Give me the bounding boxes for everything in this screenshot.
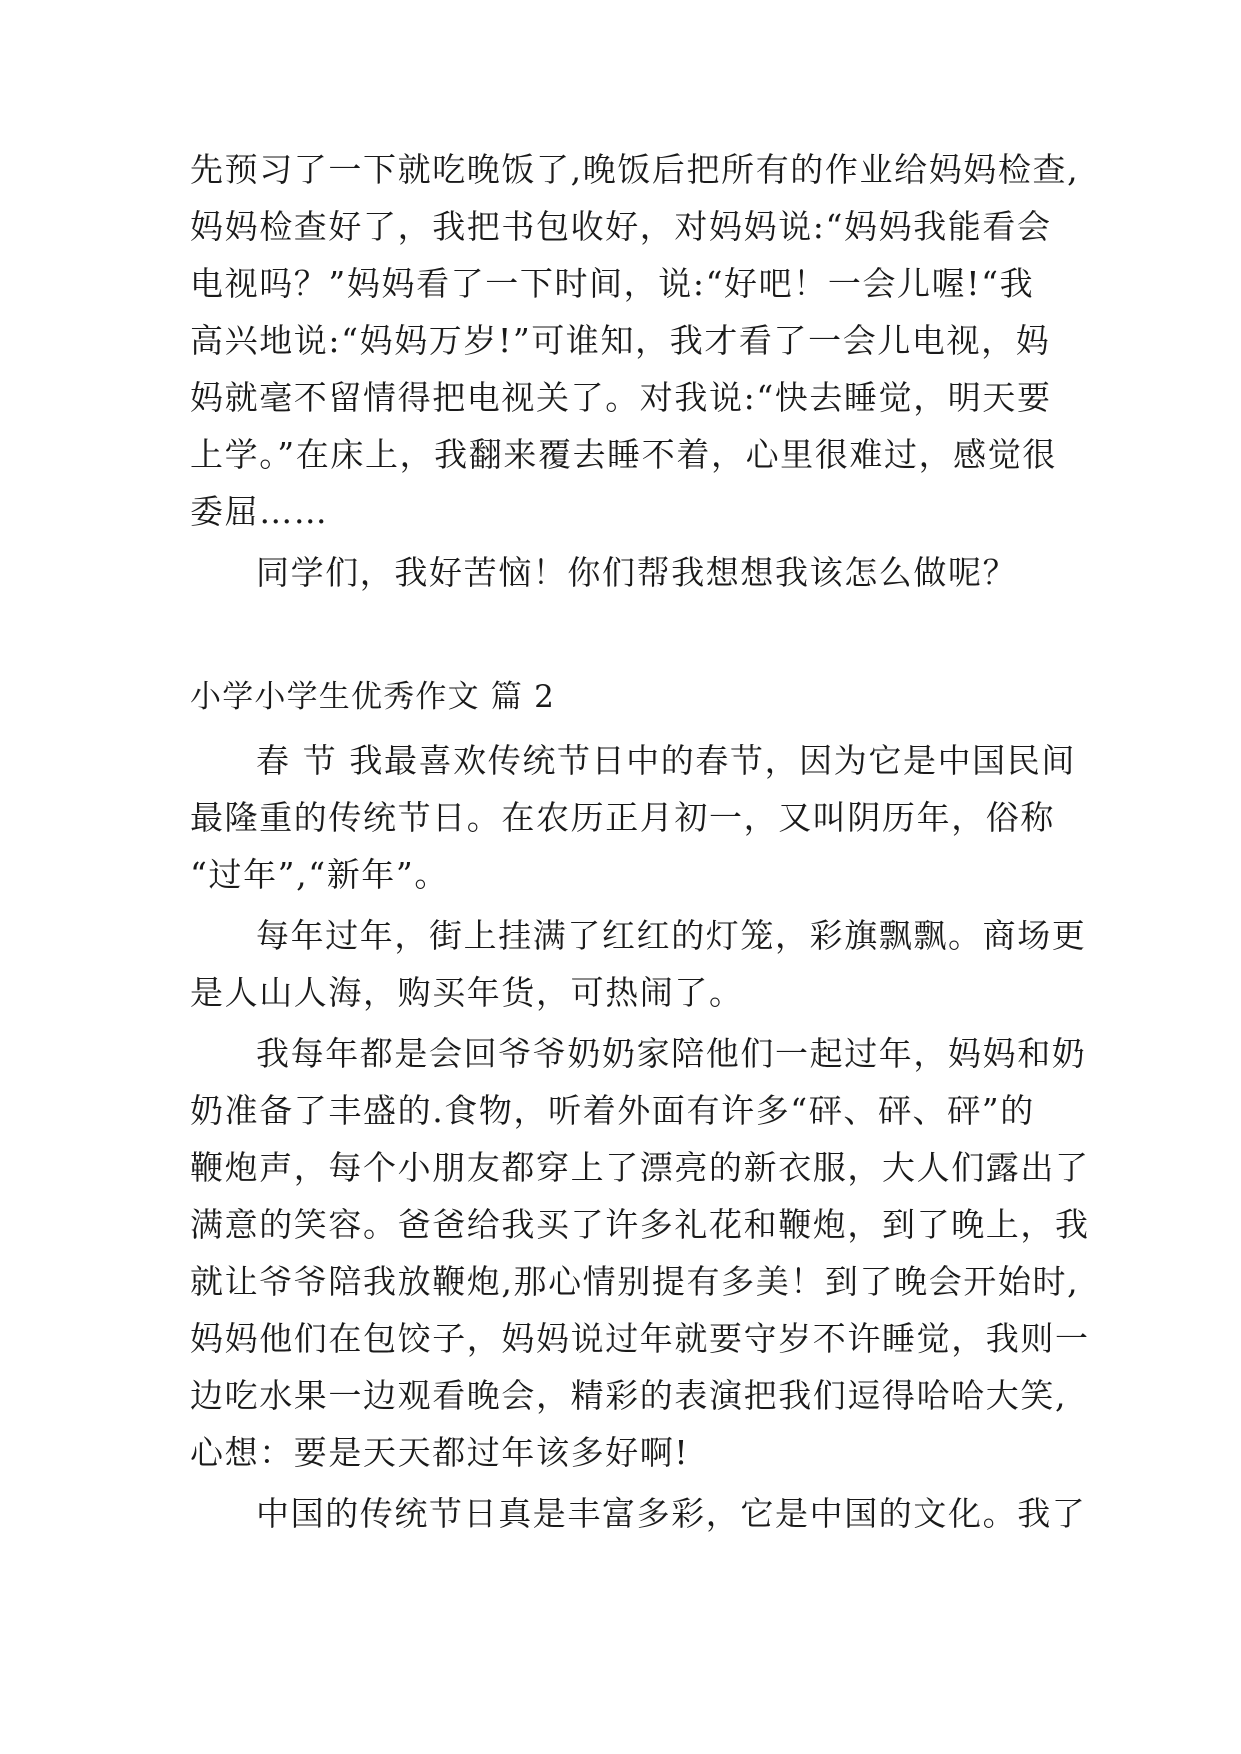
text-line: 最隆重的传统节日。在农历正月初一，又叫阴历年，俗称 bbox=[190, 798, 1055, 837]
text-line: 妈妈检查好了，我把书包收好，对妈妈说:“妈妈我能看会 bbox=[190, 207, 1052, 246]
text-line: 满意的笑容。爸爸给我买了许多礼花和鞭炮，到了晚上，我 bbox=[190, 1205, 1090, 1244]
text-line: 鞭炮声，每个小朋友都穿上了漂亮的新衣服，大人们露出了 bbox=[190, 1148, 1090, 1187]
text-line: 心想：要是天天都过年该多好啊! bbox=[190, 1433, 690, 1472]
paragraph-first-line: 春 节 我最喜欢传统节日中的春节，因为它是中国民间 bbox=[256, 741, 1076, 780]
text-line: 先预习了一下就吃晚饭了,晚饭后把所有的作业给妈妈检查, bbox=[190, 150, 1080, 189]
text-line: “过年”,“新年”。 bbox=[190, 855, 449, 894]
text-line: 电视吗？”妈妈看了一下时间，说:“好吧！一会儿喔!“我 bbox=[190, 264, 1035, 303]
paragraph-first-line: 我每年都是会回爷爷奶奶家陪他们一起过年，妈妈和奶 bbox=[256, 1034, 1087, 1073]
text-line: 上学。”在床上，我翻来覆去睡不着，心里很难过，感觉很 bbox=[190, 435, 1057, 474]
text-line: 妈就毫不留情得把电视关了。对我说:“快去睡觉，明天要 bbox=[190, 378, 1052, 417]
paragraph-first-line: 每年过年，街上挂满了红红的灯笼，彩旗飘飘。商场更 bbox=[256, 916, 1087, 955]
paragraph-first-line: 中国的传统节日真是丰富多彩，它是中国的文化。我了 bbox=[256, 1494, 1087, 1533]
text-line: 是人山人海，购买年货，可热闹了。 bbox=[190, 973, 744, 1012]
section-heading: 小学小学生优秀作文 篇 2 bbox=[190, 679, 556, 715]
text-line: 委屈…… bbox=[190, 492, 329, 531]
text-line: 高兴地说:“妈妈万岁!”可谁知，我才看了一会儿电视，妈 bbox=[190, 321, 1051, 360]
text-line: 就让爷爷陪我放鞭炮,那心情别提有多美！到了晚会开始时, bbox=[190, 1262, 1080, 1301]
closing-paragraph: 同学们，我好苦恼！你们帮我想想我该怎么做呢？ bbox=[256, 553, 1018, 592]
text-line: 妈妈他们在包饺子，妈妈说过年就要守岁不许睡觉，我则一 bbox=[190, 1319, 1090, 1358]
text-line: 奶准备了丰盛的.食物，听着外面有许多“砰、砰、砰”的 bbox=[190, 1091, 1035, 1130]
text-line: 边吃水果一边观看晚会，精彩的表演把我们逗得哈哈大笑, bbox=[190, 1376, 1068, 1415]
